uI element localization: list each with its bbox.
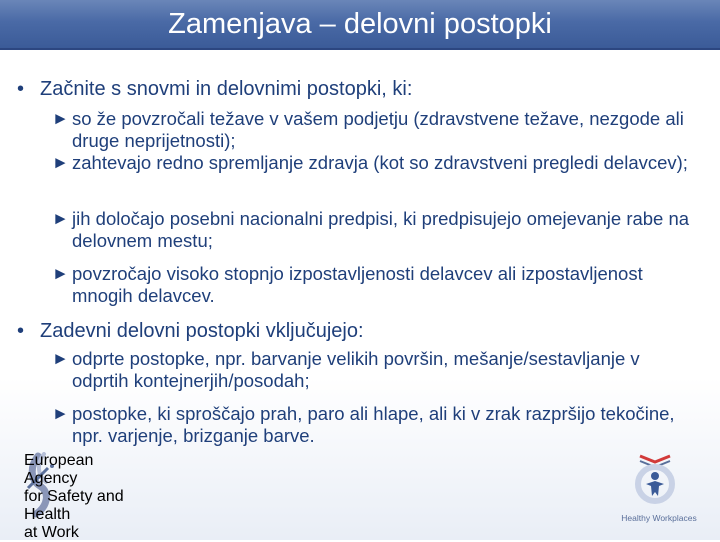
sub-item-1 [52,108,692,152]
sub-item-2 [52,152,692,174]
arrow-icon: ► [52,264,69,283]
sub-item-5 [52,348,692,392]
arrow-icon: ► [52,404,69,423]
healthy-workplaces-label: Healthy Workplaces [621,513,697,523]
agency-line: at Work [24,524,79,541]
section-2-label: Zadevni delovni postopki vključujejo: [40,320,364,342]
section-1-label: Začnite s snovmi in delovnimi postopki, ki: [40,78,413,100]
agency-line: for Safety and Health [24,488,124,523]
sub-item-text: postopke, ki sproščajo prah, paro ali hlape, ali ki v zrak razpršijo tekočine, npr. varjenje, brizganje barve. [72,403,675,446]
arrow-icon: ► [52,349,69,368]
sub-item-3 [52,208,692,252]
sub-item-text: povzročajo visoko stopnjo izpostavljenosti delavcev ali izpostavljenost mnogih delavcev. [72,263,643,306]
agency-line: European Agency [24,452,94,487]
bullet-dot: • [17,320,25,342]
agency-name [24,452,144,541]
sub-item-6 [52,403,692,447]
sub-item-text: jih določajo posebni nacionalni predpisi, ki predpisujejo omejevanje rabe na delovnem mestu; [72,208,690,251]
arrow-icon: ► [52,209,69,228]
arrow-icon: ► [52,153,69,172]
sub-item-text: zahtevajo redno spremljanje zdravja (kot so zdravstveni pregledi delavcev); [72,152,688,173]
arrow-icon: ► [52,109,69,128]
sub-item-4 [52,263,692,307]
sub-item-text: odprte postopke, npr. barvanje velikih površin, mešanje/sestavljanje v odprtih kontejnerjih/posodah; [72,348,640,391]
sub-item-text: so že povzročali težave v vašem podjetju (zdravstvene težave, nezgode ali druge neprijetnosti); [72,108,684,151]
title-bar [0,0,720,50]
slide-title: Zamenjava – delovni postopki [168,8,552,40]
bullet-dot: • [17,78,25,100]
